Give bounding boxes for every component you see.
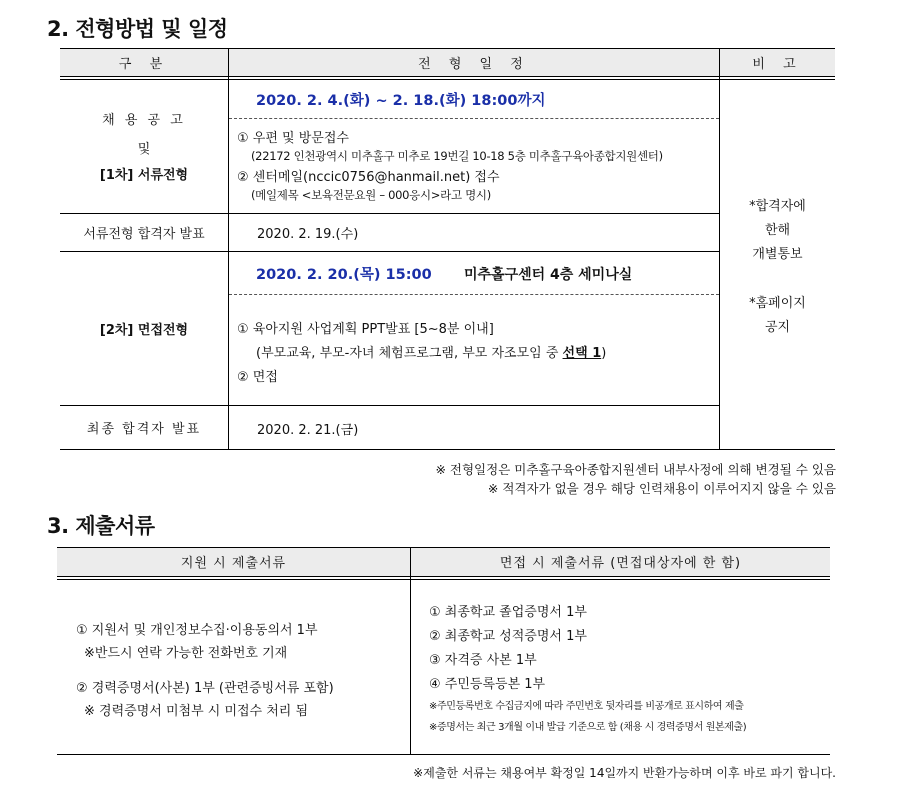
remarks-line3: 개별통보 [752, 247, 803, 262]
interview-note1: ※주민등록번호 수집금지에 따라 주민번호 뒷자리를 비공개로 표시하여 제출 [429, 701, 744, 712]
interview-item3: ③ 자격증 사본 1부 [429, 653, 537, 668]
interview-item4: ④ 주민등록등본 1부 [429, 677, 546, 692]
row1-item2-note: (메일제목 <보육전문요원 – 000응시>라고 명시) [251, 188, 491, 202]
footer-note: ※제출한 서류는 채용여부 확정일 14일까지 반환가능하며 이후 바로 파기 합니다. [413, 766, 836, 780]
row1-label-line3: [1차] 서류전형 [99, 168, 189, 183]
header-apply-docs: 지원 시 제출서류 [180, 556, 287, 571]
row1-label-line2: 및 [137, 142, 151, 157]
row3-item1-emph: 선택 1 [562, 346, 602, 361]
schedule-note-1: ※ 전형일정은 미추홀구육아종합지원센터 내부사정에 의해 변경될 수 있음 [435, 462, 836, 477]
header-interview-docs: 면접 시 제출서류 (면접대상자에 한 함) [499, 556, 742, 571]
section2-title: 2. 전형방법 및 일정 [47, 17, 228, 41]
row1-item1-address: (22172 인천광역시 미추홀구 미추로 19번길 10-18 5층 미추홀구육아종합지원센터) [251, 149, 663, 163]
header-remarks: 비 고 [752, 56, 803, 72]
apply-item1-note: ※반드시 연락 가능한 전화번호 기재 [84, 646, 288, 661]
row3-date: 2020. 2. 20.(목) 15:00 [256, 267, 432, 283]
row1-item2: ② 센터메일(nccic0756@hanmail.net) 접수 [237, 170, 500, 185]
row3-place: 미추홀구센터 4층 세미나실 [464, 267, 633, 283]
header-category: 구 분 [118, 56, 170, 72]
row1-date: 2020. 2. 4.(화) ~ 2. 18.(화) 18:00까지 [256, 93, 546, 109]
remarks-line4: *홈페이지 [749, 296, 806, 311]
row4-label: 최종 합격자 발표 [86, 422, 202, 437]
row3-item1: ① 육아지원 사업계획 PPT발표 [5~8분 이내] [237, 322, 494, 337]
remarks-line2: 한해 [764, 223, 791, 238]
row3-item1-sub: (부모교육, 부모-자녀 체험프로그램, 부모 자조모임 중 선택 1) [256, 346, 607, 361]
apply-item1: ① 지원서 및 개인정보수집·이용동의서 1부 [76, 623, 318, 638]
row2-date: 2020. 2. 19.(수) [257, 227, 359, 242]
apply-item2-note: ※ 경력증명서 미첨부 시 미접수 처리 됨 [84, 704, 309, 719]
interview-item1: ① 최종학교 졸업증명서 1부 [429, 605, 587, 620]
row1-item1: ① 우편 및 방문접수 [237, 131, 349, 146]
row2-label: 서류전형 합격자 발표 [83, 227, 205, 242]
apply-item2: ② 경력증명서(사본) 1부 (관련증빙서류 포함) [76, 681, 334, 696]
row3-label: [2차] 면접전형 [99, 323, 189, 338]
header-schedule: 전 형 일 정 [418, 56, 530, 72]
section3-title: 3. 제출서류 [47, 514, 155, 538]
row3-item2: ② 면접 [237, 370, 278, 385]
interview-note2: ※증명서는 최근 3개월 이내 발급 기준으로 함 (채용 시 경력증명서 원본제출) [429, 722, 747, 733]
row4-date: 2020. 2. 21.(금) [257, 423, 359, 438]
interview-item2: ② 최종학교 성적증명서 1부 [429, 629, 587, 644]
remarks-line5: 공지 [764, 320, 791, 335]
row1-label-line1: 채 용 공 고 [102, 113, 186, 128]
schedule-note-2: ※ 적격자가 없을 경우 해당 인력채용이 이루어지지 않을 수 있음 [487, 481, 836, 496]
remarks-line1: *합격자에 [749, 199, 806, 214]
